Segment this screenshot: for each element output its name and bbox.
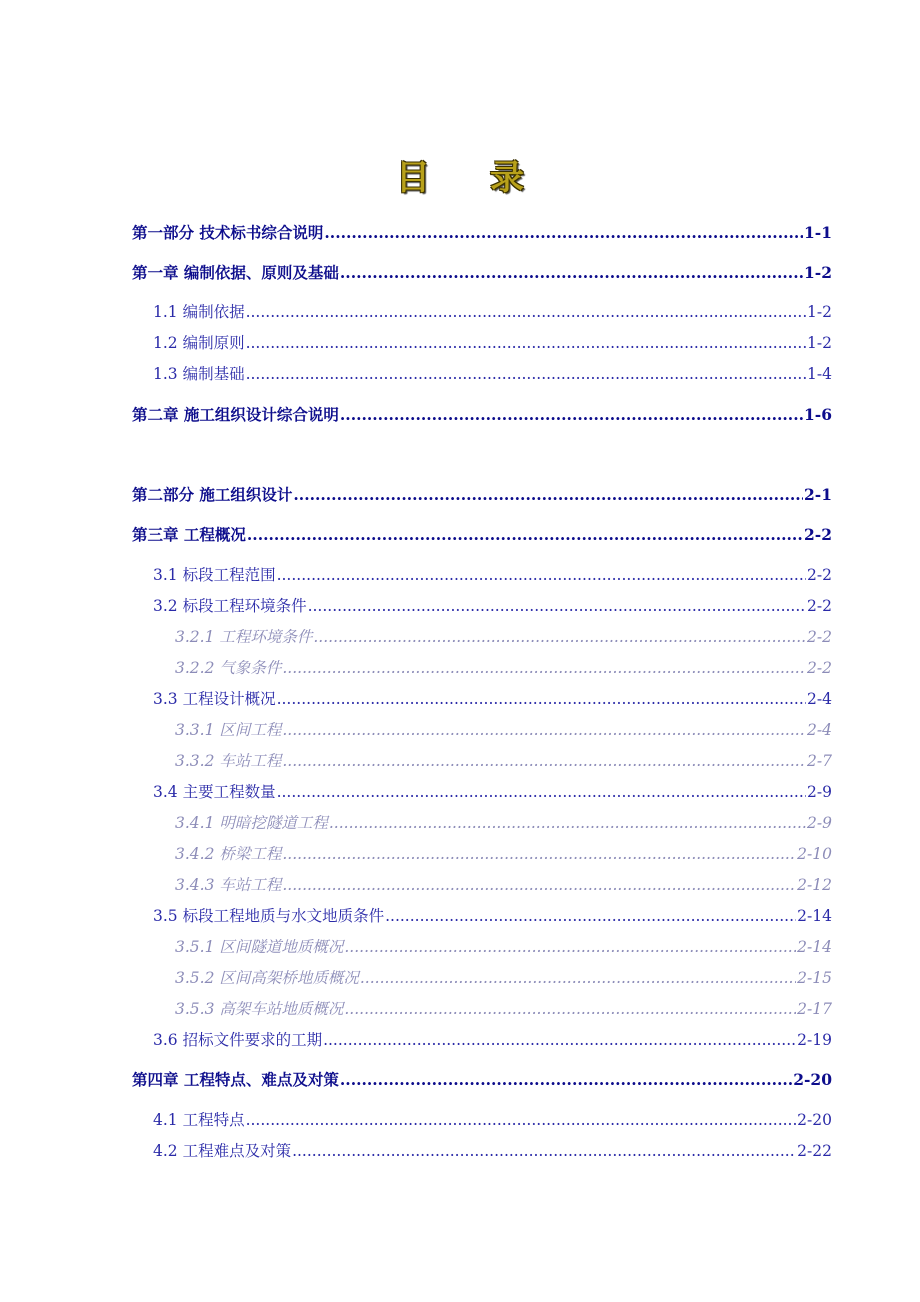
toc-entry-label: 第三章 工程概况 — [132, 525, 246, 544]
toc-entry[interactable] — [175, 625, 832, 647]
toc-leader-dots — [313, 628, 806, 646]
toc-entry-label: 3.5.3 高架车站地质概况 — [175, 1000, 344, 1018]
toc-entry-page: 1-1 — [803, 223, 832, 242]
toc-leader-dots — [246, 334, 806, 352]
toc-entry-page: 2-14 — [797, 907, 832, 925]
toc-entry-label: 3.2 标段工程环境条件 — [153, 597, 307, 615]
toc-entry[interactable] — [153, 904, 832, 926]
toc-entry-label: 3.2.1 工程环境条件 — [175, 628, 313, 646]
title-char-2: 录 — [490, 158, 524, 198]
toc-leader-dots — [344, 938, 796, 956]
toc-leader-dots — [385, 907, 796, 925]
toc-entry[interactable] — [153, 1108, 832, 1130]
toc-leader-dots — [360, 969, 796, 987]
title-char-1: 目 — [396, 158, 430, 198]
toc-leader-dots — [344, 1000, 796, 1018]
toc-entry[interactable] — [175, 656, 832, 678]
toc-entry-page: 2-14 — [797, 938, 832, 956]
toc-leader-dots — [282, 876, 796, 894]
toc-leader-dots — [247, 525, 803, 544]
toc-entry[interactable] — [132, 221, 832, 243]
toc-entry-label: 3.6 招标文件要求的工期 — [153, 1031, 323, 1049]
toc-entry[interactable] — [175, 842, 832, 864]
toc-leader-dots — [277, 690, 806, 708]
toc-entry[interactable] — [153, 362, 832, 384]
toc-leader-dots — [277, 783, 806, 801]
toc-entry-label: 3.5 标段工程地质与水文地质条件 — [153, 907, 385, 925]
toc-entry-page: 2-20 — [797, 1111, 832, 1129]
toc-leader-dots — [340, 263, 803, 282]
toc-entry[interactable] — [175, 873, 832, 895]
toc-leader-dots — [277, 566, 806, 584]
toc-entry-label: 第一章 编制依据、原则及基础 — [132, 263, 339, 282]
toc-entry-page: 2-4 — [807, 721, 832, 739]
toc-entry-label: 4.1 工程特点 — [153, 1111, 245, 1129]
toc-leader-dots — [282, 845, 796, 863]
toc-entry[interactable] — [175, 935, 832, 957]
toc-entry-label: 3.3.1 区间工程 — [175, 721, 282, 739]
toc-entry-page: 2-22 — [797, 1142, 832, 1160]
toc-entry[interactable] — [153, 687, 832, 709]
page-title — [0, 150, 920, 199]
toc-entry-page: 2-2 — [807, 597, 832, 615]
toc-entry-page: 2-7 — [807, 752, 832, 770]
toc-entry-label: 3.2.2 气象条件 — [175, 659, 282, 677]
toc-entry-page: 1-2 — [807, 334, 832, 352]
toc-entry-page: 2-9 — [807, 783, 832, 801]
toc-leader-dots — [282, 752, 806, 770]
toc-leader-dots — [324, 223, 803, 242]
toc-entry[interactable] — [153, 780, 832, 802]
toc-entry-page: 2-2 — [807, 628, 832, 646]
toc-entry[interactable] — [153, 331, 832, 353]
toc-leader-dots — [246, 1111, 797, 1129]
toc-entry-page: 1-2 — [803, 263, 832, 282]
toc-entry[interactable] — [175, 811, 832, 833]
toc-entry-label: 第一部分 技术标书综合说明 — [132, 223, 324, 242]
toc-leader-dots — [246, 365, 806, 383]
toc-leader-dots — [308, 597, 806, 615]
toc-leader-dots — [246, 303, 806, 321]
toc-entry-label: 3.4 主要工程数量 — [153, 783, 276, 801]
toc-entry[interactable] — [153, 563, 832, 585]
toc-entry[interactable] — [153, 594, 832, 616]
toc-entry-page: 2-2 — [803, 525, 832, 544]
toc-entry[interactable] — [132, 403, 832, 425]
toc-entry-label: 3.5.2 区间高架桥地质概况 — [175, 969, 359, 987]
toc-leader-dots — [282, 721, 806, 739]
toc-entry[interactable] — [153, 1139, 832, 1161]
toc-entry-label: 第二部分 施工组织设计 — [132, 485, 293, 504]
toc-leader-dots — [329, 814, 806, 832]
toc-entry[interactable] — [132, 261, 832, 283]
toc-entry-label: 3.3.2 车站工程 — [175, 752, 282, 770]
toc-entry-page: 2-2 — [807, 659, 832, 677]
toc-entry[interactable] — [175, 718, 832, 740]
toc-entry-page: 2-10 — [797, 845, 832, 863]
toc-entry-page: 2-12 — [797, 876, 832, 894]
toc-entry-label: 1.1 编制依据 — [153, 303, 245, 321]
toc-leader-dots — [340, 405, 803, 424]
toc-entry[interactable] — [175, 749, 832, 771]
toc-leader-dots — [340, 1070, 792, 1089]
toc-entry[interactable] — [132, 523, 832, 545]
toc-entry[interactable] — [153, 1028, 832, 1050]
toc-entry[interactable] — [132, 1068, 832, 1090]
toc-entry-page: 2-1 — [803, 485, 832, 504]
toc-entry-page: 1-2 — [807, 303, 832, 321]
toc-leader-dots — [292, 1142, 796, 1160]
toc-entry-label: 3.5.1 区间隧道地质概况 — [175, 938, 344, 956]
toc-entry-label: 4.2 工程难点及对策 — [153, 1142, 292, 1160]
toc-entry[interactable] — [175, 966, 832, 988]
toc-entry-label: 第四章 工程特点、难点及对策 — [132, 1070, 339, 1089]
toc-entry-page: 2-20 — [793, 1070, 832, 1089]
toc-entry-label: 3.1 标段工程范围 — [153, 566, 276, 584]
toc-entry-label: 第二章 施工组织设计综合说明 — [132, 405, 339, 424]
toc-entry-page: 1-6 — [803, 405, 832, 424]
toc-entry-label: 1.2 编制原则 — [153, 334, 245, 352]
toc-entry-page: 2-2 — [807, 566, 832, 584]
toc-entry-page: 2-19 — [797, 1031, 832, 1049]
toc-entry-label: 3.4.2 桥梁工程 — [175, 845, 282, 863]
toc-entry-page: 2-15 — [797, 969, 832, 987]
toc-entry-page: 2-9 — [807, 814, 832, 832]
toc-entry-label: 3.3 工程设计概况 — [153, 690, 276, 708]
toc-leader-dots — [323, 1031, 796, 1049]
toc-entry-label: 3.4.1 明暗挖隧道工程 — [175, 814, 328, 832]
toc-leader-dots — [293, 485, 803, 504]
toc-entry-label: 1.3 编制基础 — [153, 365, 245, 383]
toc-entry[interactable] — [132, 483, 832, 505]
toc-entry[interactable] — [153, 300, 832, 322]
toc-entry-label: 3.4.3 车站工程 — [175, 876, 282, 894]
toc-entry[interactable] — [175, 997, 832, 1019]
toc-entry-page: 1-4 — [807, 365, 832, 383]
toc-leader-dots — [282, 659, 806, 677]
toc-entry-page: 2-17 — [797, 1000, 832, 1018]
toc-entry-page: 2-4 — [807, 690, 832, 708]
